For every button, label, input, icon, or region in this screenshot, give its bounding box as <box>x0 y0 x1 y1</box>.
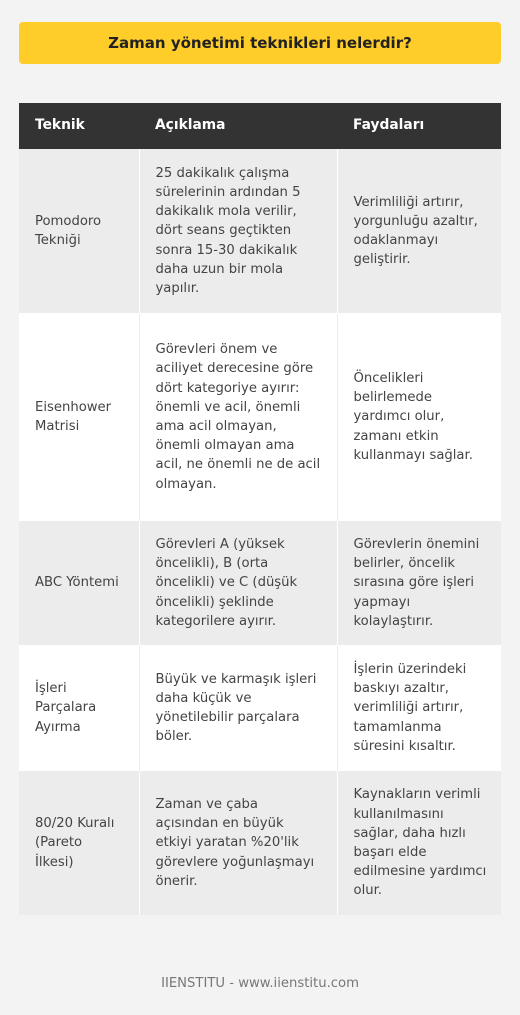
table-header-row <box>19 103 501 149</box>
cell-technique: İşleri Parçalara Ayırma <box>19 646 139 771</box>
techniques-table <box>19 103 501 915</box>
cell-description: 25 dakikalık çalışma sürelerinin ardından 5 dakikalık mola verilir, dört seans geçtikten sonra 15-30 dakikalık daha uzun bir mola yapılır. <box>139 149 337 314</box>
cell-description: Zaman ve çaba açısından en büyük etkiyi yaratan %20'lik görevlere yoğunlaşmayı önerir. <box>139 771 337 916</box>
table-row <box>19 521 501 646</box>
header-teknik: Teknik <box>19 103 139 149</box>
cell-description: Büyük ve karmaşık işleri daha küçük ve yönetilebilir parçalara böler. <box>139 646 337 771</box>
table-row <box>19 646 501 771</box>
cell-benefits: Görevlerin önemini belirler, öncelik sırasına göre işleri yapmayı kolaylaştırır. <box>337 521 501 646</box>
cell-benefits: Verimliliği artırır, yorgunluğu azaltır, odaklanmayı geliştirir. <box>337 149 501 314</box>
header-faydalari: Faydaları <box>337 103 501 149</box>
cell-technique: Pomodoro Tekniği <box>19 149 139 314</box>
cell-benefits: İşlerin üzerindeki baskıyı azaltır, verimliliği artırır, tamamlanma süresini kısaltır. <box>337 646 501 771</box>
cell-technique: 80/20 Kuralı (Pareto İlkesi) <box>19 771 139 916</box>
cell-benefits: Kaynakların verimli kullanılmasını sağlar, daha hızlı başarı elde edilmesine yardımcı olur. <box>337 771 501 916</box>
cell-technique: Eisenhower Matrisi <box>19 314 139 521</box>
header-aciklama: Açıklama <box>139 103 337 149</box>
footer-credit: IIENSTITU - www.iienstitu.com <box>161 976 359 991</box>
page-title: Zaman yönetimi teknikleri nelerdir? <box>19 22 501 64</box>
cell-technique: ABC Yöntemi <box>19 521 139 646</box>
cell-description: Görevleri önem ve aciliyet derecesine göre dört kategoriye ayırır: önemli ve acil, önemli ama acil olmayan, önemli olmayan ama acil, ne önemli ne de acil olmayan. <box>139 314 337 521</box>
cell-benefits: Öncelikleri belirlemede yardımcı olur, zamanı etkin kullanmayı sağlar. <box>337 314 501 521</box>
table-row <box>19 314 501 521</box>
cell-description: Görevleri A (yüksek öncelikli), B (orta öncelikli) ve C (düşük öncelikli) şeklinde kategorilere ayırır. <box>139 521 337 646</box>
table-row <box>19 149 501 314</box>
table-row <box>19 771 501 916</box>
